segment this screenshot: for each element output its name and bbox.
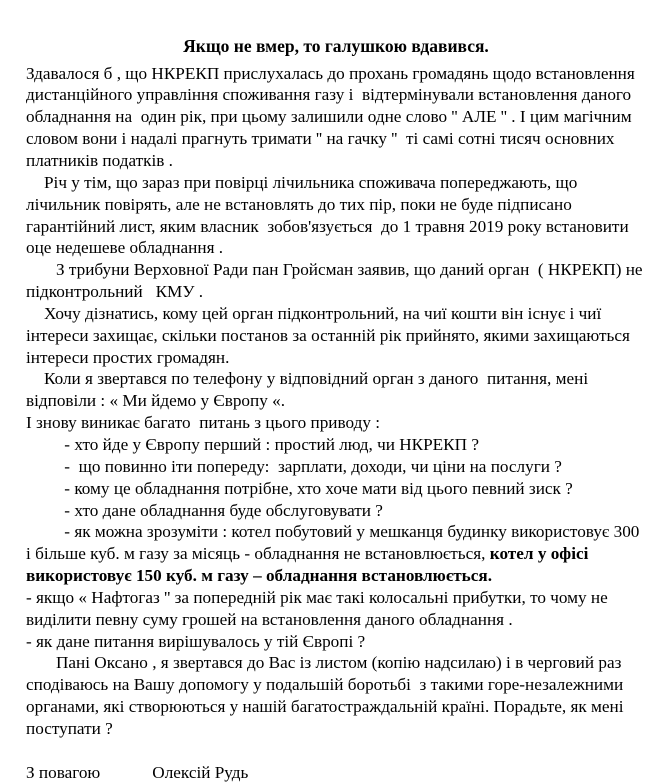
paragraph-1: Здавалося б , що НКРЕКП прислухалась до прохань громадянь щодо встановлення дистанційного управління споживання газу і відтермінували встановлення даного обладнання на один рік, при цьому залишили одне слово '' АЛЕ '' . І цим магічним словом вони і надалі прагнуть тримати '' на гачку '' ті самі сотні тисяч основних платників податків . (26, 63, 640, 171)
signature-name: Олексій Рудь (152, 762, 249, 782)
paragraph-2: Річ у тім, що зараз при повірці лічильника споживача попереджають, що лічильник повірять, але не встановлять до тих пір, поки не буде підписано гарантійний лист, яким власник зобов'язується до 1 травня 2019 року встановити оце недешеве обладнання . (26, 172, 633, 258)
highlight-text-before: - як можна зрозуміти : котел побутовий у мешканця будинку використовує 300 і більше куб. м газу за місяць - обладнання не встановлюється, (26, 522, 644, 564)
paragraph-6: І знову виникає багато питань з цього приводу : (26, 413, 381, 433)
signature-label: З повагою (26, 762, 101, 782)
tail-item: - як дане питання вирішувалось у тій Європі ? (26, 631, 366, 651)
list-item: - хто дане обладнання буде обслуговувати ? (60, 500, 383, 520)
paragraph-3: З трибуни Верховної Ради пан Гройсман заявив, що даний орган ( НКРЕКП) не підконтрольний КМУ . (26, 260, 647, 302)
highlight-text-bold: котел у офісі використовує 150 куб. м газу – обладнання встановлюється. (26, 544, 593, 586)
list-item: - що повинно іти попереду: зарплати, доходи, чи ціни на послуги ? (60, 456, 562, 476)
closing-paragraph: Пані Оксано , я звертався до Вас із листом (копію надсилаю) і в черговий раз сподіваюсь на Вашу допомогу у подальшій боротьбі з такими горе-незалежними органами, які створюються у нашій багатостраждальній країні. Порадьте, як мені поступати ? (26, 653, 628, 738)
list-item-highlight (26, 521, 646, 587)
page-title: Якщо не вмер, то галушкою вдавився. (183, 36, 489, 56)
signature (26, 762, 646, 784)
list-item: - кому це обладнання потрібне, хто хоче мати від цього певний зиск ? (60, 478, 573, 498)
paragraph-4: Хочу дізнатись, кому цей орган підконтрольний, на чиї кошти він існує і чиї інтереси захищає, скільки постанов за останній рік прийнято, якими захищаються інтереси простих громадян. (26, 303, 635, 367)
paragraph-5: Коли я звертався по телефону у відповідний орган з даного питання, мені відповіли : « Ми йдемо у Європу «. (26, 369, 593, 411)
tail-item: - якщо « Нафтогаз '' за попередній рік має такі колосальні прибутки, то чому не виділити певну суму грошей на встановлення даного обладнання . (26, 587, 613, 629)
list-item: - хто йде у Європу перший : простий люд, чи НКРЕКП ? (60, 434, 479, 454)
